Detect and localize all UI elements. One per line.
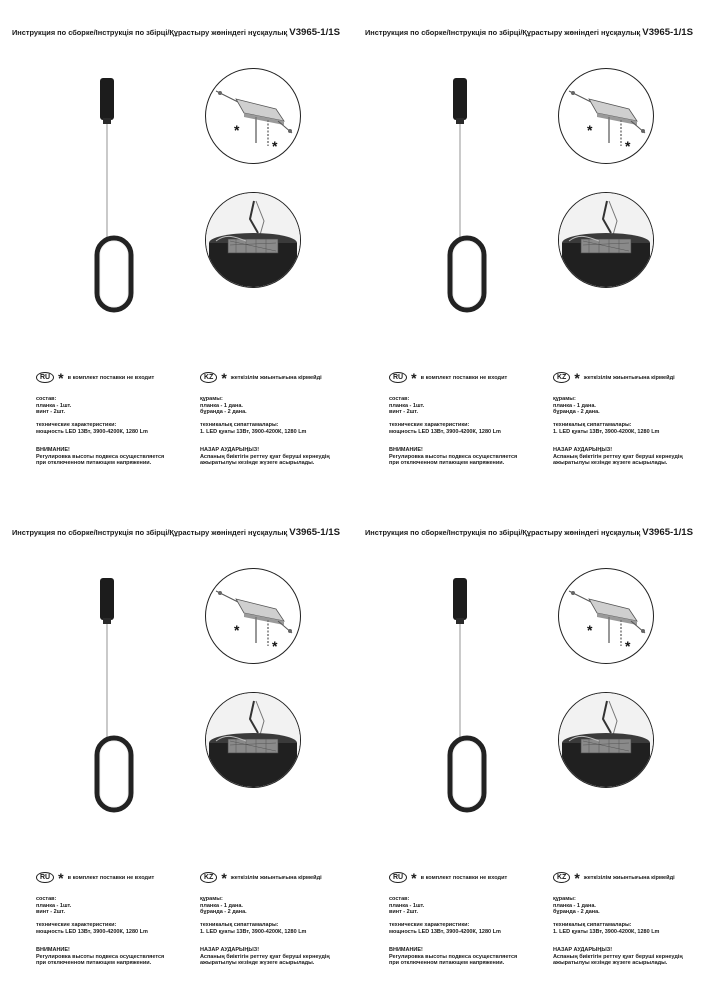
kz-kit-contents: құрамы: планка - 1 дана. бұранда - 2 дана. xyxy=(553,896,600,916)
lamp-wiring-detail xyxy=(558,192,654,288)
instruction-panel-1 xyxy=(0,0,353,500)
ru-kit-contents: состав: планка - 1шт. винт - 2шт. xyxy=(36,396,72,416)
svg-text:*: * xyxy=(234,622,240,638)
lamp-wiring-detail xyxy=(205,692,301,788)
model-code: V3965-1/1S xyxy=(289,527,340,538)
kz-kit-contents: құрамы: планка - 1 дана. бұранда - 2 дана. xyxy=(553,396,600,416)
kz-specs: техникалық сипаттамалары: 1. LED қуаты 13Вт, 3900-4200К, 1280 Lm xyxy=(553,422,660,435)
kz-warning: НАЗАР АУДАРЫҢЫЗ! Аспаның биіктігін реттеу қуат беруші кернеудің ажыратылуы кезінде жүзеге асырылады. xyxy=(553,447,683,467)
asterisk-icon: * xyxy=(574,369,580,386)
page-title: Инструкция по сборке/Інструкція по збірці/Құрастыру жөніндегі нұсқаулық V3965-1/1S xyxy=(365,27,693,38)
asterisk-icon: * xyxy=(221,369,227,386)
mounting-plate-detail xyxy=(205,68,301,164)
ru-language-badge: RU xyxy=(389,872,407,883)
page-title: Инструкция по сборке/Інструкція по збірці/Құрастыру жөніндегі нұсқаулық V3965-1/1S xyxy=(12,527,340,538)
instruction-panel-3 xyxy=(0,500,353,1000)
ru-specs: технические характеристики: мощность LED 13Вт, 3900-4200К, 1280 Lm xyxy=(389,922,501,935)
instruction-panel-4 xyxy=(353,500,706,1000)
asterisk-icon: * xyxy=(411,869,417,886)
ru-kit-contents: состав: планка - 1шт. винт - 2шт. xyxy=(389,396,425,416)
page-title: Инструкция по сборке/Інструкція по збірці/Құрастыру жөніндегі нұсқаулық V3965-1/1S xyxy=(365,527,693,538)
kz-star-note: KZ * жеткізілім жиынтығына кірмейді xyxy=(553,872,675,883)
pendant-lamp-illustration xyxy=(60,570,160,830)
ru-language-badge: RU xyxy=(36,872,54,883)
ru-star-note: RU * в комплект поставки не входит xyxy=(36,872,154,883)
ru-kit-contents: состав: планка - 1шт. винт - 2шт. xyxy=(389,896,425,916)
kz-warning: НАЗАР АУДАРЫҢЫЗ! Аспаның биіктігін реттеу қуат беруші кернеудің ажыратылуы кезінде жүзеге асырылады. xyxy=(553,947,683,967)
ru-warning: ВНИМАНИЕ! Регулировка высоты подвеса осуществляется при отключенном питающем напряжении. xyxy=(389,447,518,467)
ru-specs: технические характеристики: мощность LED 13Вт, 3900-4200К, 1280 Lm xyxy=(36,922,148,935)
kz-specs: техникалық сипаттамалары: 1. LED қуаты 13Вт, 3900-4200К, 1280 Lm xyxy=(200,922,307,935)
asterisk-icon: * xyxy=(574,869,580,886)
svg-text:*: * xyxy=(272,138,278,154)
ru-warning: ВНИМАНИЕ! Регулировка высоты подвеса осуществляется при отключенном питающем напряжении. xyxy=(389,947,518,967)
kz-kit-contents: құрамы: планка - 1 дана. бұранда - 2 дана. xyxy=(200,896,247,916)
kz-language-badge: KZ xyxy=(200,372,217,383)
ru-specs: технические характеристики: мощность LED 13Вт, 3900-4200К, 1280 Lm xyxy=(389,422,501,435)
kz-star-note: KZ * жеткізілім жиынтығына кірмейді xyxy=(553,372,675,383)
kz-language-badge: KZ xyxy=(200,872,217,883)
ru-star-note: RU * в комплект поставки не входит xyxy=(36,372,154,383)
kz-specs: техникалық сипаттамалары: 1. LED қуаты 13Вт, 3900-4200К, 1280 Lm xyxy=(553,922,660,935)
model-code: V3965-1/1S xyxy=(642,527,693,538)
lamp-wiring-detail xyxy=(558,692,654,788)
page-title: Инструкция по сборке/Інструкція по збірці/Құрастыру жөніндегі нұсқаулық V3965-1/1S xyxy=(12,27,340,38)
ru-language-badge: RU xyxy=(36,372,54,383)
svg-text:*: * xyxy=(625,138,631,154)
svg-text:*: * xyxy=(234,122,240,138)
ru-specs: технические характеристики: мощность LED 13Вт, 3900-4200К, 1280 Lm xyxy=(36,422,148,435)
model-code: V3965-1/1S xyxy=(642,27,693,38)
kz-star-note: KZ * жеткізілім жиынтығына кірмейді xyxy=(200,372,322,383)
mounting-plate-detail xyxy=(558,68,654,164)
lamp-wiring-detail xyxy=(205,192,301,288)
svg-text:*: * xyxy=(587,122,593,138)
ru-kit-contents: состав: планка - 1шт. винт - 2шт. xyxy=(36,896,72,916)
kz-language-badge: KZ xyxy=(553,372,570,383)
pendant-lamp-illustration xyxy=(413,70,513,330)
mounting-plate-detail xyxy=(205,568,301,664)
svg-text:*: * xyxy=(625,638,631,654)
kz-specs: техникалық сипаттамалары: 1. LED қуаты 13Вт, 3900-4200К, 1280 Lm xyxy=(200,422,307,435)
svg-text:*: * xyxy=(587,622,593,638)
ru-star-note: RU * в комплект поставки не входит xyxy=(389,872,507,883)
pendant-lamp-illustration xyxy=(60,70,160,330)
asterisk-icon: * xyxy=(58,869,64,886)
svg-text:*: * xyxy=(272,638,278,654)
kz-kit-contents: құрамы: планка - 1 дана. бұранда - 2 дана. xyxy=(200,396,247,416)
kz-language-badge: KZ xyxy=(553,872,570,883)
kz-warning: НАЗАР АУДАРЫҢЫЗ! Аспаның биіктігін реттеу қуат беруші кернеудің ажыратылуы кезінде жүзеге асырылады. xyxy=(200,447,330,467)
asterisk-icon: * xyxy=(411,369,417,386)
mounting-plate-detail xyxy=(558,568,654,664)
pendant-lamp-illustration xyxy=(413,570,513,830)
asterisk-icon: * xyxy=(221,869,227,886)
model-code: V3965-1/1S xyxy=(289,27,340,38)
ru-star-note: RU * в комплект поставки не входит xyxy=(389,372,507,383)
asterisk-icon: * xyxy=(58,369,64,386)
ru-warning: ВНИМАНИЕ! Регулировка высоты подвеса осуществляется при отключенном питающем напряжении. xyxy=(36,447,165,467)
ru-warning: ВНИМАНИЕ! Регулировка высоты подвеса осуществляется при отключенном питающем напряжении. xyxy=(36,947,165,967)
kz-star-note: KZ * жеткізілім жиынтығына кірмейді xyxy=(200,872,322,883)
instruction-panel-2 xyxy=(353,0,706,500)
ru-language-badge: RU xyxy=(389,372,407,383)
kz-warning: НАЗАР АУДАРЫҢЫЗ! Аспаның биіктігін реттеу қуат беруші кернеудің ажыратылуы кезінде жүзеге асырылады. xyxy=(200,947,330,967)
